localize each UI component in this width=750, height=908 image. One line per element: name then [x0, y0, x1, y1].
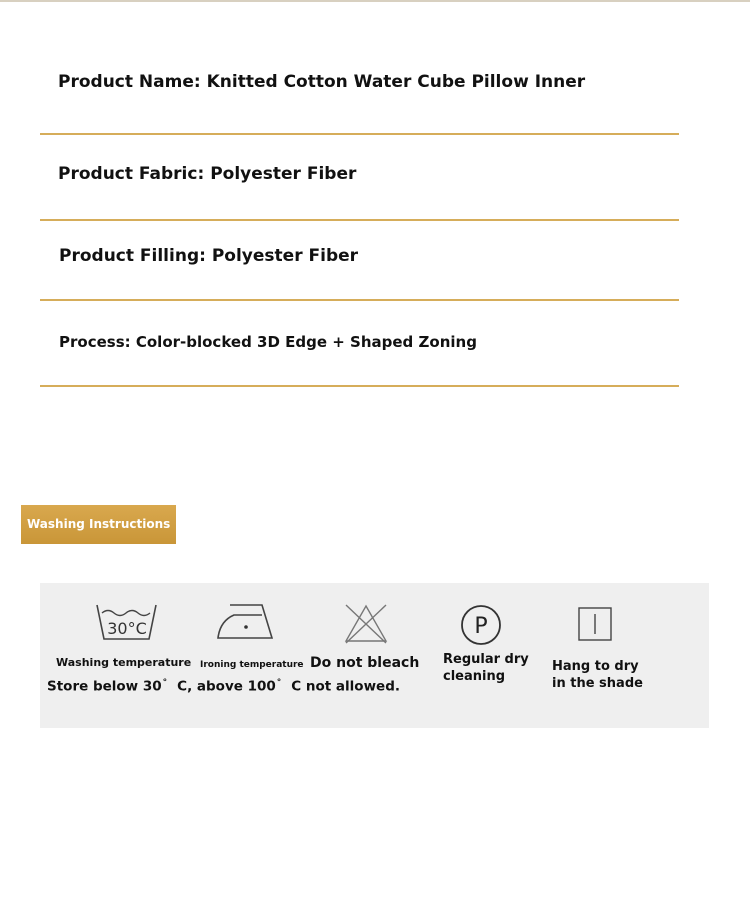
top-divider [0, 0, 750, 2]
shade-label-2: in the shade [552, 676, 643, 691]
gold-divider [40, 133, 679, 135]
iron-icon [216, 603, 276, 641]
bleach-label: Do not bleach [310, 655, 420, 671]
spec-label: Product Fabric: [58, 164, 205, 184]
spec-value: Knitted Cotton Water Cube Pillow Inner [206, 72, 586, 92]
dry-clean-label-2: cleaning [443, 669, 506, 684]
washing-instructions-badge: Washing Instructions [21, 505, 176, 544]
spec-row-fabric [40, 150, 679, 225]
no-bleach-icon [343, 603, 389, 645]
spec-row-process [40, 322, 679, 392]
spec-value: Polyester Fiber [211, 246, 359, 266]
shade-label-1: Hang to dry [552, 659, 639, 674]
gold-divider [40, 219, 679, 221]
spec-label: Product Filling: [59, 246, 206, 266]
spec-value: Polyester Fiber [210, 164, 357, 184]
wash-tub-icon [94, 603, 160, 643]
wash-label: Washing temperature [56, 656, 192, 669]
spec-value: Color-blocked 3D Edge + Shaped Zoning [135, 333, 477, 351]
dry-clean-label-1: Regular dry [443, 652, 529, 667]
shade-dry-icon [577, 606, 613, 642]
iron-label: Ironing temperature [200, 660, 304, 670]
spec-row-filling [40, 235, 679, 305]
spec-row-name [40, 60, 679, 138]
spec-label: Product Name: [58, 72, 201, 92]
gold-divider [40, 385, 679, 387]
care-panel [40, 583, 709, 728]
dry-clean-icon [460, 604, 502, 646]
gold-divider [40, 299, 679, 301]
svg-text:P: P [474, 614, 488, 639]
svg-text:30°C: 30°C [107, 619, 147, 638]
temperature-note: Store below 30° C, above 100° C not allowed. [47, 678, 400, 695]
spec-label: Process: [59, 333, 131, 351]
